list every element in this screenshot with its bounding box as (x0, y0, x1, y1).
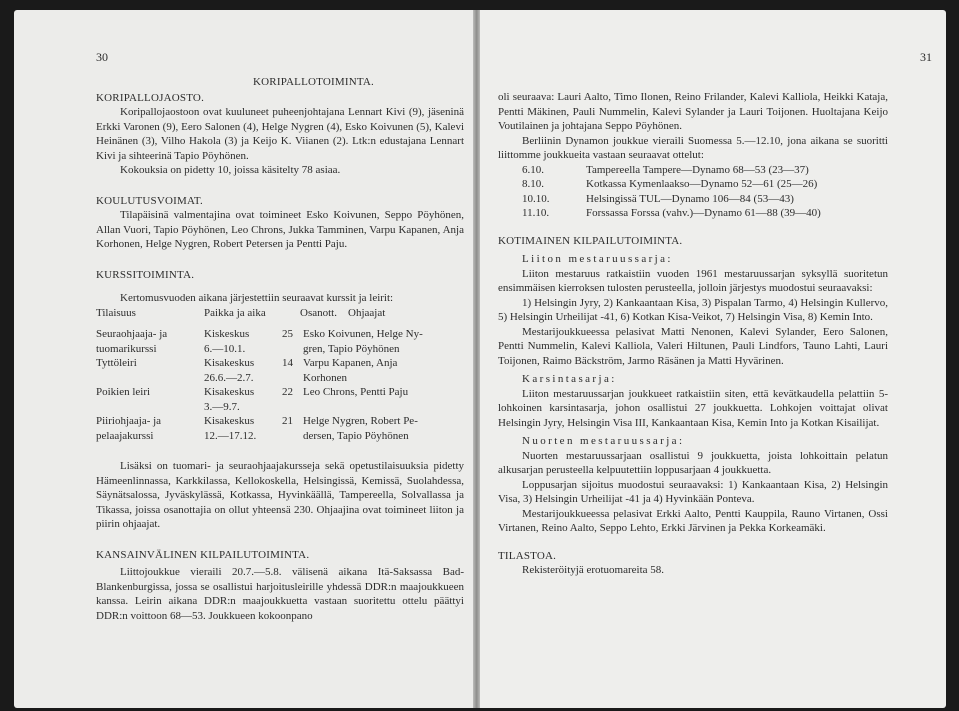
paragraph: Kokouksia on pidetty 10, joissa käsitelty 78 asiaa. (120, 164, 341, 176)
subsection-heading: KOTIMAINEN KILPAILUTOIMINTA. (498, 234, 683, 247)
paragraph: oli seuraava: Lauri Aalto, Timo Ilonen, Reino Frilander, Kalevi Kalliola, Heikki Kataja, Pentti Mäkinen, Pauli Nummelin, Kalevi Sylander ja Lauri Toijonen. Huoltajana Keijo Voutilainen ja johtajana Seppo Pöyhönen. (498, 91, 888, 132)
series-heading: Nuorten mestaruussarja: (522, 435, 685, 447)
paragraph: Tilapäisinä valmentajina ovat toimineet Esko Koivunen, Seppo Pöyhönen, Allan Vuori, Tapio Pöyhönen, Leo Chrons, Jukka Tamminen, Varpu Kapanen, Anja Korhonen, Helge Nygren, Robert Petersen ja Pentti Paju. (96, 209, 464, 250)
subsection-heading: TILASTOA. (498, 549, 557, 562)
paragraph: Koripallojaostoon ovat kuuluneet puheenjohtajana Lennart Kivi (9), jäseninä Erkki Varonen (9), Eero Salonen (4), Helge Nygren (4), Esko Koivunen (5), Kalevi Heinänen (3), Vilho Hakola (3) ja Keijo K. Viianen (2). Ltk:n edustajana Lennart Kivi ja sihteerinä Tapio Pöyhönen. (96, 106, 464, 162)
right-text-column (498, 90, 888, 578)
subsection-heading: KURSSITOIMINTA. (96, 268, 195, 281)
table-row: Tyttöleiri Kisakeskus 14 Varpu Kapanen, Anja (96, 357, 398, 369)
table-header (96, 306, 464, 321)
course-table (96, 327, 464, 443)
table-row: 26.6.—2.7. Korhonen (204, 371, 347, 384)
paragraph: Liiton mestaruus ratkaistiin vuoden 1961 mestaruussarjan syksyllä suoritetun ensimmäisen kierroksen tulosten perusteella, jolloin järjestys muodostui seuraavaksi: (498, 267, 888, 294)
paragraph: Mestarijoukkueessa pelasivat Matti Nenonen, Kalevi Sylander, Eero Salonen, Pentti Nummelin, Kalevi Kalliola, Valeri Hiltunen, Pauli Lindfors, Tauno Lahti, Lauri Toijonen, Raimo Bäckström, Jarmo Räsänen ja Matti Hyvärinen. (498, 325, 888, 367)
right-page (480, 10, 946, 708)
left-page (14, 10, 474, 708)
paragraph: Liiton mestaruussarjan joukkueet ratkaistiin siten, että kevätkaudella pelattiin 5-lohkoinen karsintasarja, johon osallistui 27 joukkuetta. Lohkojen voittajat olivat Helsingin Jyry, Helsingin Visa III, Kankaantaan Kisa, Kemin Into ja Kotkan Kisailijat. (498, 387, 888, 429)
column-header: Tilaisuus (96, 306, 136, 319)
table-row: Piiriohjaaja- ja Kisakeskus 21 Helge Nygren, Robert Pe- (96, 415, 418, 427)
page-number: 31 (920, 50, 932, 64)
table-row: tuomarikurssi 6.—10.1. gren, Tapio Pöyhönen (96, 342, 400, 355)
list-item: 8.10. Kotkassa Kymenlaakso—Dynamo 52—61 (25—26) (522, 178, 818, 190)
paragraph: Lisäksi on tuomari- ja seuraohjaajakursseja sekä opetustilaisuuksia pidetty Hämeenlinnassa, Karkkilassa, Kellokoskella, Helsingissä, Kemissä, Suolahdessa, Säynätsalossa, Jyväskylässä, Kotkassa, Hyvinkäällä, Tampereella, Solvallassa ja Tikassa, joissa osanottajia on ollut yhteensä 230. Ohjaajina ovat toimineet liiton ja piirin ohjaajat. (96, 460, 464, 530)
column-header: Osanott. (300, 306, 337, 319)
paragraph: Rekisteröityjä erotuomareita 58. (522, 564, 665, 576)
section-heading: KORIPALLOTOIMINTA. (253, 76, 374, 88)
subsection-heading: KOULUTUSVOIMAT. (96, 194, 203, 207)
subsection-heading: KANSAINVÄLINEN KILPAILUTOIMINTA. (96, 548, 310, 561)
paragraph: Mestarijoukkueessa pelasivat Erkki Aalto, Pentti Kauppila, Rauno Virtanen, Ossi Virtanen, Reino Aalto, Seppo Lehto, Erkki Järvinen ja Pekka Korkeamäki. (498, 507, 888, 534)
table-row: Poikien leiri Kisakeskus 22 Leo Chrons, Pentti Paju (96, 386, 409, 398)
column-header: Ohjaajat (348, 306, 386, 319)
series-heading: Karsintasarja: (522, 373, 617, 385)
table-row: 3.—9.7. (204, 400, 240, 413)
game-list (498, 163, 888, 221)
list-item: 10.10. Helsingissä TUL—Dynamo 106—84 (53—43) (522, 192, 794, 205)
table-row: pelaajakurssi 12.—17.12. dersen, Tapio Pöyhönen (96, 429, 409, 442)
subsection-heading: KORIPALLOJAOSTO. (96, 91, 205, 104)
page-number: 30 (96, 50, 108, 64)
paragraph: Loppusarjan sijoitus muodostui seuraavaksi: 1) Kankaantaan Kisa, 2) Helsingin Visa, 3) Helsingin Urheilijat -41 ja 4) Hyvinkään Ponteva. (498, 478, 888, 505)
paragraph: Kertomusvuoden aikana järjestettiin seuraavat kurssit ja leirit: (120, 292, 394, 304)
series-heading: Liiton mestaruussarja: (522, 253, 673, 265)
list-item: 6.10. Tampereella Tampere—Dynamo 68—53 (23—37) (522, 163, 809, 176)
paragraph: Liittojoukkue vieraili 20.7.—5.8. välisenä aikana Itä-Saksassa Bad-Blankenburgissa, jossa se osallistui harjoitusleirille yhdessä DDR:n maajoukkueen kanssa. Leirin aikana DDR:n maajoukkuetta vastaan suoritettu ottelu päättyi DDR:n voittoon 68—53. Joukkueen kokoonpano (96, 566, 464, 622)
paragraph: Berliinin Dynamon joukkue vieraili Suomessa 5.—12.10, jona aikana se suoritti liittomme joukkueita vastaan seuraavat ottelut: (498, 134, 888, 161)
list-item: 11.10. Forssassa Forssa (vahv.)—Dynamo 61—88 (39—40) (522, 207, 821, 219)
column-header: Paikka ja aika (204, 306, 266, 319)
paragraph: 1) Helsingin Jyry, 2) Kankaantaan Kisa, 3) Pispalan Tarmo, 4) Helsingin Kullervo, 5) Helsingin Urheilijat -41, 6) Kotkan Kisa-Veikot, 7) Helsingin Visa, 8) Kemin Into. (498, 296, 888, 323)
left-text-column (96, 75, 464, 623)
paragraph: Nuorten mestaruussarjaan osallistui 9 joukkuetta, joista lohkoittain pelatun alkusarjan perusteella kelpuutettiin loppusarjaan 4 joukkuetta. (498, 449, 888, 476)
table-row: Seuraohjaaja- ja Kiskeskus 25 Esko Koivunen, Helge Ny- (96, 328, 423, 340)
